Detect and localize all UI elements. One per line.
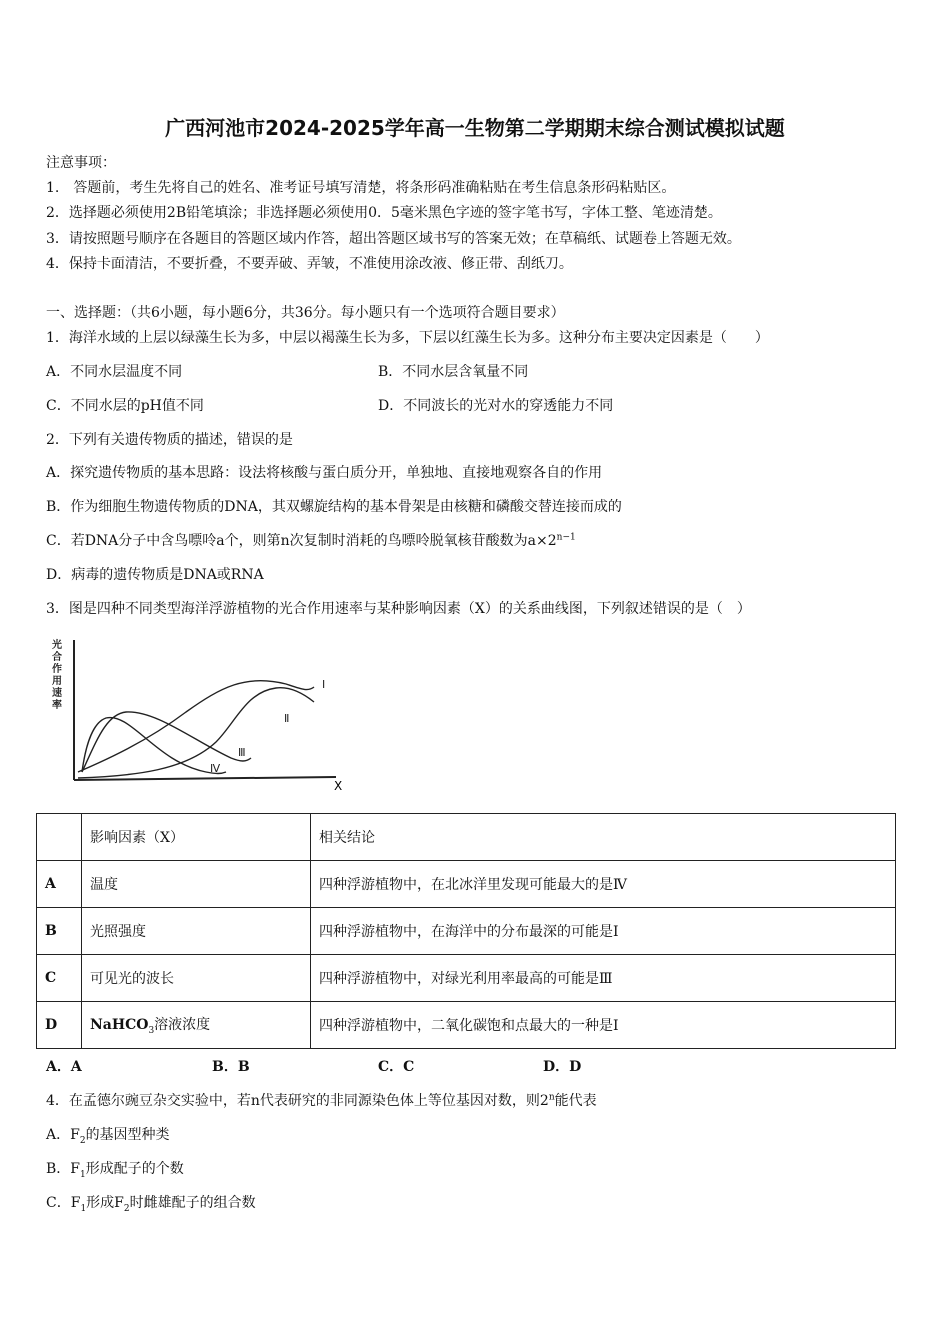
q2-option-a: A．探究遗传物质的基本思路：设法将核酸与蛋白质分开，单独地、直接地观察各自的作用 bbox=[46, 465, 603, 481]
q3-option-a: A．A bbox=[46, 1059, 82, 1075]
notice-item-4: 4．保持卡面清洁，不要折叠，不要弄破、弄皱，不准使用涂改液、修正带、刮纸刀。 bbox=[46, 256, 573, 272]
q3-stem: 3．图是四种不同类型海洋浮游植物的光合作用速率与某种影响因素（X）的关系曲线图，下列叙述错误的是（ ） bbox=[46, 601, 751, 617]
curve-label-1: Ⅰ bbox=[322, 678, 326, 691]
q4-option-b-text: B．F bbox=[46, 1161, 81, 1177]
y-label-char-4: 用 bbox=[52, 676, 62, 687]
q2-option-d: D．病毒的遗传物质是DNA或RNA bbox=[46, 567, 264, 583]
q4-option-c-subscript: 1 bbox=[80, 1203, 87, 1214]
q4-stem bbox=[46, 1090, 597, 1110]
q4-option-c-tail: 时雌雄配子的组合数 bbox=[129, 1195, 256, 1211]
q4-option-b-tail: 形成配子的个数 bbox=[85, 1161, 184, 1177]
page-title: 广西河池市2024-2025学年高一生物第二学期期末综合测试模拟试题 bbox=[165, 116, 785, 140]
table-row bbox=[37, 861, 896, 908]
curve-1 bbox=[78, 681, 314, 772]
row-key: C bbox=[37, 955, 82, 1002]
y-label-char-5: 速 bbox=[52, 688, 62, 699]
q2-option-c bbox=[46, 530, 576, 550]
factor-formula-subscript: 3 bbox=[148, 1025, 155, 1036]
x-axis-label: X bbox=[334, 779, 343, 792]
q4-option-c-subscript-2: 2 bbox=[123, 1203, 130, 1214]
table-row bbox=[37, 908, 896, 955]
q4-option-a-tail: 的基因型种类 bbox=[85, 1127, 170, 1143]
y-label-char-3: 作 bbox=[52, 664, 62, 675]
y-label-char-1: 光 bbox=[52, 640, 62, 651]
x-axis bbox=[74, 777, 336, 780]
q4-option-b bbox=[46, 1158, 184, 1180]
notice-item-2: 2．选择题必须使用2B铅笔填涂；非选择题必须使用0．5毫米黑色字迹的签字笔书写，字体工整、笔迹清楚。 bbox=[46, 205, 722, 221]
curve-label-4: Ⅳ bbox=[210, 762, 221, 775]
row-conclusion: 四种浮游植物中，对绿光利用率最高的可能是Ⅲ bbox=[311, 955, 896, 1002]
row-key: D bbox=[37, 1002, 82, 1049]
row-factor: 温度 bbox=[82, 861, 311, 908]
curve-3 bbox=[82, 712, 251, 772]
row-factor: 光照强度 bbox=[82, 908, 311, 955]
curve-2 bbox=[78, 688, 314, 778]
row-conclusion: 四种浮游植物中，在海洋中的分布最深的可能是Ⅰ bbox=[311, 908, 896, 955]
notice-item-1: 1. 答题前，考生先将自己的姓名、准考证号填写清楚，将条形码准确粘贴在考生信息条形码粘贴区。 bbox=[46, 180, 676, 196]
q1-option-b: B．不同水层含氧量不同 bbox=[378, 364, 529, 380]
curve-label-2: Ⅱ bbox=[284, 712, 290, 725]
q1-option-d: D．不同波长的光对水的穿透能力不同 bbox=[378, 398, 614, 414]
notice-item-3: 3．请按照题号顺序在各题目的答题区域内作答，超出答题区域书写的答案无效；在草稿纸、试题卷上答题无效。 bbox=[46, 231, 741, 247]
row-key: A bbox=[37, 861, 82, 908]
curve-4 bbox=[82, 718, 226, 774]
q4-option-a-text: A．F bbox=[46, 1127, 80, 1143]
row-factor bbox=[82, 1002, 311, 1049]
q3-table bbox=[36, 813, 896, 1049]
q4-option-c-mid: 形成F bbox=[86, 1195, 124, 1211]
table-row bbox=[37, 1002, 896, 1049]
q4-option-c-text: C．F bbox=[46, 1195, 81, 1211]
q3-option-c: C．C bbox=[378, 1059, 415, 1075]
q4-option-b-subscript: 1 bbox=[80, 1169, 86, 1180]
q4-option-c bbox=[46, 1192, 256, 1214]
q3-curve-chart bbox=[46, 632, 356, 792]
table-header-row bbox=[37, 814, 896, 861]
table-header-cell: 影响因素（X） bbox=[82, 814, 311, 861]
table-header-cell bbox=[37, 814, 82, 861]
q1-option-c: C．不同水层的pH值不同 bbox=[46, 398, 204, 414]
q4-option-a bbox=[46, 1124, 170, 1146]
row-key: B bbox=[37, 908, 82, 955]
row-conclusion: 四种浮游植物中，在北冰洋里发现可能最大的是Ⅳ bbox=[311, 861, 896, 908]
factor-tail: 溶液浓度 bbox=[154, 1017, 211, 1034]
q1-stem: 1．海洋水域的上层以绿藻生长为多，中层以褐藻生长为多，下层以红藻生长为多。这种分布主要决定因素是（ ） bbox=[46, 330, 769, 346]
q2-stem: 2．下列有关遗传物质的描述，错误的是 bbox=[46, 432, 293, 448]
q2-option-b: B．作为细胞生物遗传物质的DNA，其双螺旋结构的基本骨架是由核糖和磷酸交替连接而成的 bbox=[46, 499, 622, 515]
q4-stem-text: 4．在孟德尔豌豆杂交实验中，若n代表研究的非同源染色体上等位基因对数，则2 bbox=[46, 1093, 549, 1109]
q2-option-c-text: C．若DNA分子中含鸟嘌呤a个，则第n次复制时消耗的鸟嘌呤脱氧核苷酸数为a×2 bbox=[46, 533, 557, 549]
q4-option-a-subscript: 2 bbox=[79, 1135, 86, 1146]
notice-heading: 注意事项： bbox=[46, 155, 116, 171]
curve-label-3: Ⅲ bbox=[238, 746, 246, 759]
table-row bbox=[37, 955, 896, 1002]
row-conclusion: 四种浮游植物中，二氧化碳饱和点最大的一种是Ⅰ bbox=[311, 1002, 896, 1049]
row-factor: 可见光的波长 bbox=[82, 955, 311, 1002]
y-label-char-6: 率 bbox=[52, 700, 62, 711]
y-label-char-2: 合 bbox=[52, 652, 62, 663]
q4-stem-tail: 能代表 bbox=[554, 1093, 597, 1109]
q2-option-c-exponent: n−1 bbox=[556, 532, 576, 543]
q4-stem-exponent: n bbox=[548, 1092, 555, 1103]
q3-option-b: B．B bbox=[212, 1059, 250, 1075]
factor-formula: NaHCO bbox=[90, 1017, 149, 1034]
section-heading: 一、选择题：（共6小题，每小题6分，共36分。每小题只有一个选项符合题目要求） bbox=[46, 305, 565, 321]
table-header-cell: 相关结论 bbox=[311, 814, 896, 861]
q1-option-a: A．不同水层温度不同 bbox=[46, 364, 183, 380]
q3-option-d: D．D bbox=[543, 1059, 582, 1075]
